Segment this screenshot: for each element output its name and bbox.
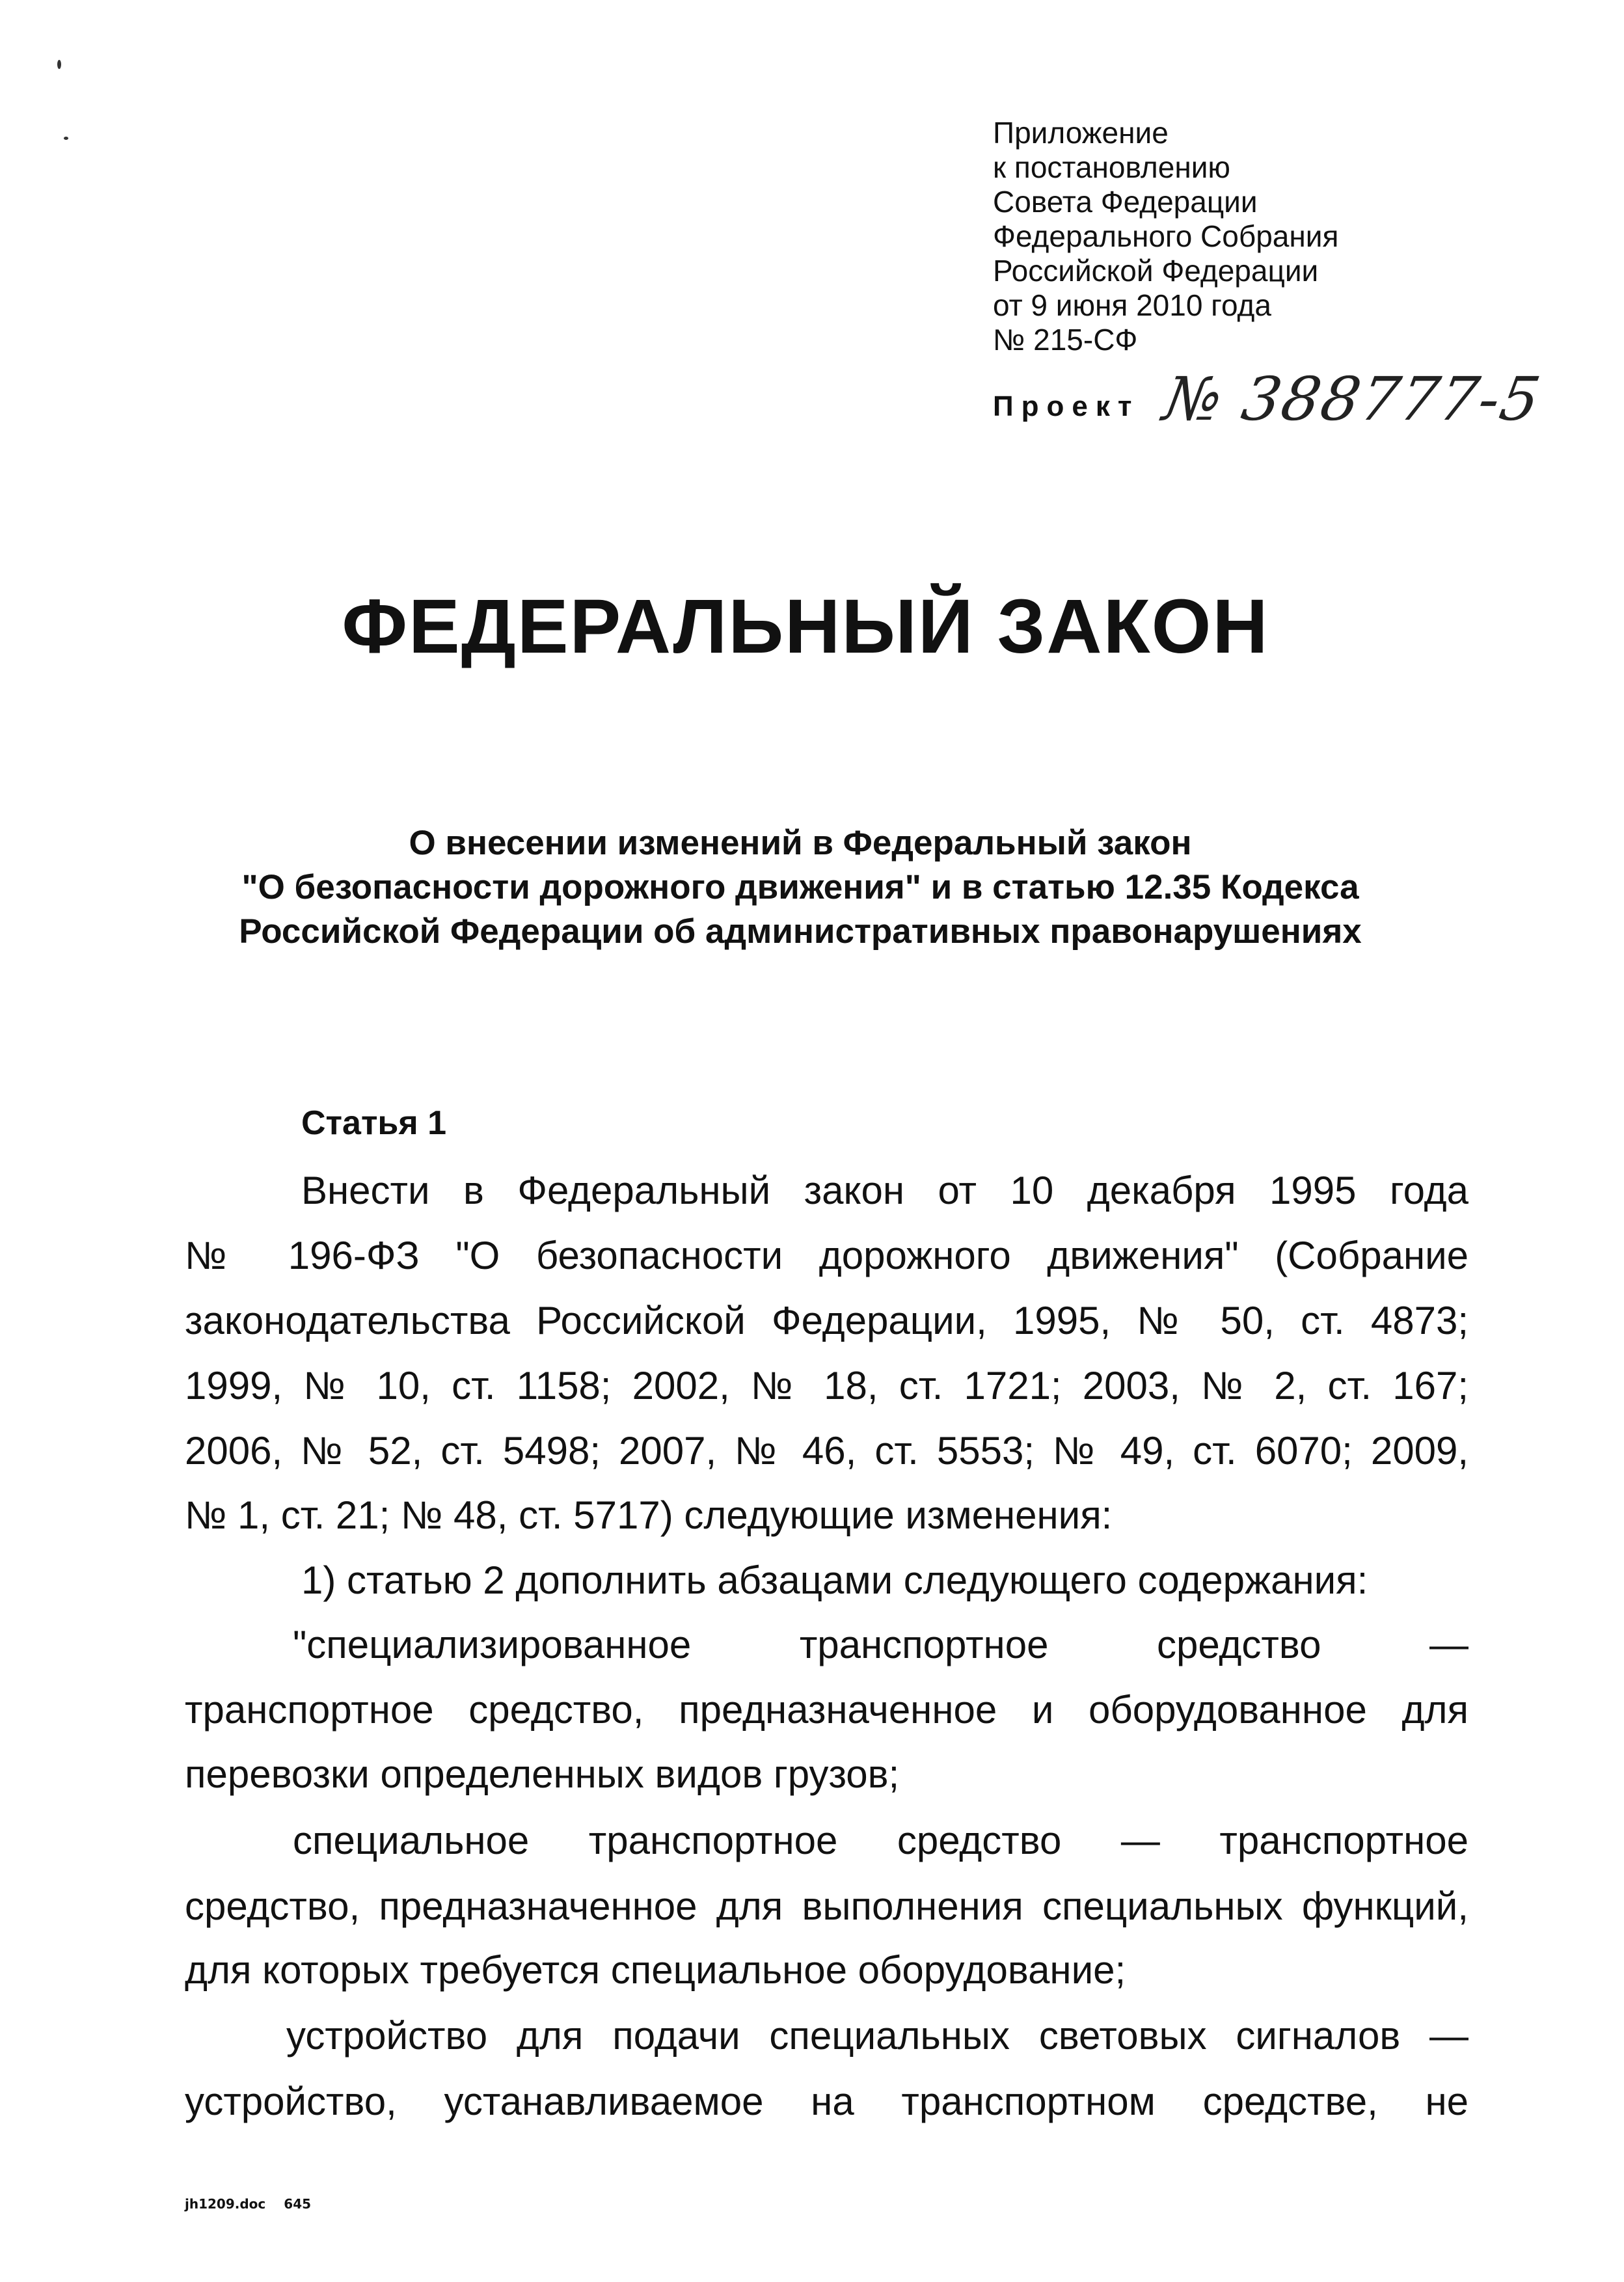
header-line: от 9 июня 2010 года <box>993 288 1271 322</box>
footer-code: 645 <box>284 2196 312 2212</box>
body-line: перевозки определенных видов грузов; <box>185 1752 900 1796</box>
body-line: 1) статью 2 дополнить абзацами следующего содержания: <box>301 1558 1368 1602</box>
handwritten-project-number: № 388777-5 <box>1158 364 1547 434</box>
body-line: "специализированное транспортное средство — <box>293 1623 1468 1666</box>
body-line: средство, предназначенное для выполнения специальных функций, <box>185 1884 1468 1928</box>
body-line: для которых требуется специальное оборудование; <box>185 1948 1126 1992</box>
document-subtitle <box>0 821 1624 954</box>
body-line: Внести в Федеральный закон от 10 декабря 1995 года <box>301 1169 1468 1212</box>
body-line: законодательства Российской Федерации, 1995, № 50, ст. 4873; <box>185 1299 1468 1342</box>
body-line: № 1, ст. 21; № 48, ст. 5717) следующие изменения: <box>185 1493 1113 1537</box>
article-heading: Статья 1 <box>301 1104 447 1142</box>
header-line: Российской Федерации <box>993 254 1319 288</box>
body-line: 1999, № 10, ст. 1158; 2002, № 18, ст. 1721; 2003, № 2, ст. 167; <box>185 1364 1468 1407</box>
body-line: 2006, № 52, ст. 5498; 2007, № 46, ст. 5553; № 49, ст. 6070; 2009, <box>185 1429 1468 1473</box>
header-line: Совета Федерации <box>993 185 1258 219</box>
header-line: № 215-СФ <box>993 323 1138 357</box>
body-line: транспортное средство, предназначенное и оборудованное для <box>185 1688 1468 1732</box>
document-title-text: ФЕДЕРАЛЬНЫЙ ЗАКОН <box>342 584 1269 670</box>
subtitle-line: "О безопасности дорожного движения" и в статью 12.35 Кодекса <box>241 868 1359 906</box>
body-line: устройство для подачи специальных световых сигналов — <box>286 2014 1468 2058</box>
subtitle-line: О внесении изменений в Федеральный закон <box>409 824 1192 862</box>
scan-speck <box>57 60 61 69</box>
scan-speck <box>64 137 68 140</box>
body-line: устройство, устанавливаемое на транспортном средстве, не <box>185 2080 1468 2123</box>
header-line: к постановлению <box>993 150 1230 184</box>
body-line: специальное транспортное средство — транспортное <box>293 1819 1468 1862</box>
body-line: № 196-ФЗ "О безопасности дорожного движения" (Собрание <box>185 1234 1468 1277</box>
footer <box>185 2196 329 2212</box>
header-line: Федерального Собрания <box>993 219 1339 253</box>
subtitle-line: Российской Федерации об административных правонарушениях <box>239 912 1362 951</box>
document-title <box>0 582 1624 671</box>
appendix-header <box>993 116 1338 357</box>
footer-filename: jh1209.doc <box>185 2196 266 2212</box>
project-label: Проект <box>993 390 1140 422</box>
header-line: Приложение <box>993 116 1169 150</box>
